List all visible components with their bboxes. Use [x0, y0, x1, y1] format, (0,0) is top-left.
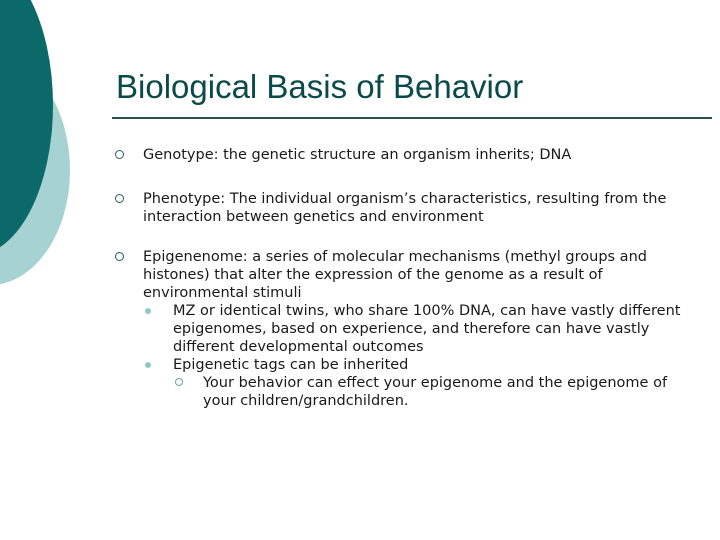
sub-bullet-text: MZ or identical twins, who share 100% DNA, can have vastly different epigenomes, based on experience, and therefore can have vastly different developmental outcomes [173, 303, 681, 355]
ring-bullet-icon [115, 150, 124, 159]
bullet-epigenome [115, 248, 700, 410]
bullet-term: Phenotype: [143, 191, 226, 207]
title-divider [112, 117, 712, 119]
ring-bullet-icon [115, 252, 124, 261]
bullet-phenotype [115, 190, 700, 226]
sub-bullet-text: Epigenetic tags can be inherited [173, 357, 409, 373]
bullet-text: the genetic structure an organism inherits; DNA [218, 147, 572, 163]
bullet-term: Genotype: [143, 147, 219, 163]
dot-bullet-icon [145, 362, 151, 368]
sub-sub-bullet-text: Your behavior can effect your epigenome and the epigenome of your children/grandchildren. [203, 375, 668, 409]
sub-bullet-inherited [143, 356, 700, 410]
ring-bullet-icon [115, 194, 124, 203]
dot-bullet-icon [145, 308, 151, 314]
bullet-text: a series of molecular mechanisms (methyl groups and histones) that alter the expression of the genome as a result of environmental stimuli [143, 249, 647, 301]
slide-title: Biological Basis of Behavior [116, 68, 524, 105]
bullet-text: The individual organism’s characteristics, resulting from the interaction between genetics and environment [143, 191, 667, 225]
bullet-term: Epigenenome: [143, 249, 248, 265]
ring-bullet-icon [175, 378, 183, 386]
sub-sub-bullet-behavior [173, 374, 700, 410]
decorative-circles [0, 0, 120, 300]
sub-bullet-twins [143, 302, 700, 356]
bullet-genotype [115, 146, 571, 164]
